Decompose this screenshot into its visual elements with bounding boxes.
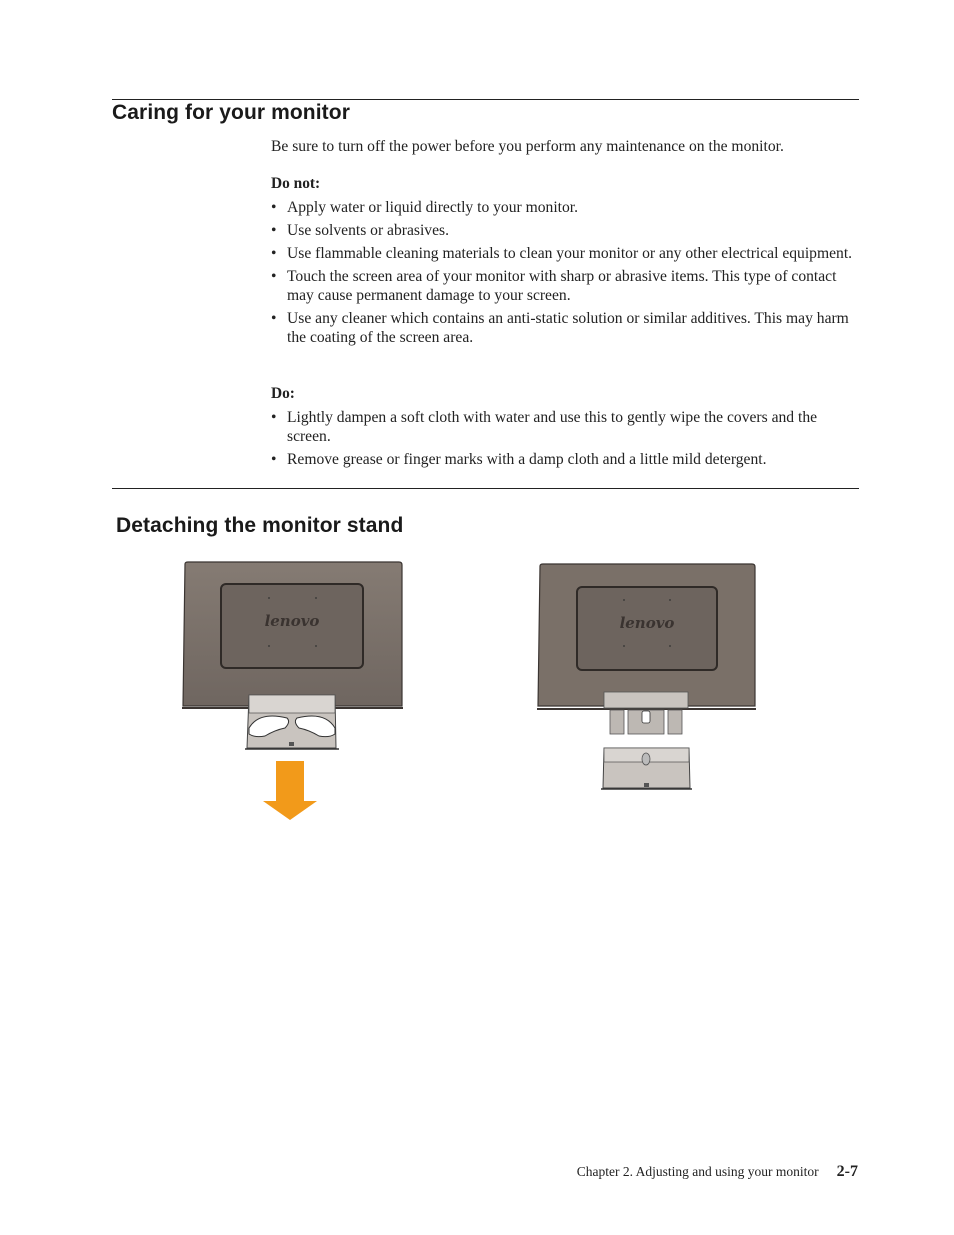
section-title-detaching: Detaching the monitor stand xyxy=(116,514,404,537)
page-footer xyxy=(577,1163,858,1181)
top-rule xyxy=(112,99,859,100)
list-item: • Lightly dampen a soft cloth with water and use this to gently wipe the covers and the screen. xyxy=(271,408,861,446)
intro-paragraph: Be sure to turn off the power before you perform any maintenance on the monitor. xyxy=(271,138,784,155)
list-item: • Use any cleaner which contains an anti-static solution or similar additives. This may harm the coating of the screen area. xyxy=(271,309,861,347)
section-divider xyxy=(112,488,859,489)
list-item: • Apply water or liquid directly to your monitor. xyxy=(271,198,861,217)
monitor-stand-detached-illustration xyxy=(530,558,770,798)
footer-chapter: Chapter 2. Adjusting and using your monitor xyxy=(576,1164,819,1179)
do-label: Do: xyxy=(271,385,295,402)
do-not-label: Do not: xyxy=(271,175,321,192)
page-number: 2-7 xyxy=(836,1163,858,1180)
list-item: • Remove grease or finger marks with a damp cloth and a little mild detergent. xyxy=(271,450,861,469)
do-list xyxy=(271,408,861,473)
list-item: • Use solvents or abrasives. xyxy=(271,221,861,240)
brand-logo: lenovo xyxy=(619,614,675,632)
list-item: • Use flammable cleaning materials to clean your monitor or any other electrical equipment. xyxy=(271,244,861,263)
monitor-stand-pull-illustration xyxy=(175,558,415,828)
down-arrow-icon xyxy=(263,761,317,820)
list-item: • Touch the screen area of your monitor with sharp or abrasive items. This type of contact may cause permanent damage to your screen. xyxy=(271,267,861,305)
do-not-list xyxy=(271,198,861,351)
section-title-caring: Caring for your monitor xyxy=(112,101,350,124)
brand-logo: lenovo xyxy=(264,612,320,630)
